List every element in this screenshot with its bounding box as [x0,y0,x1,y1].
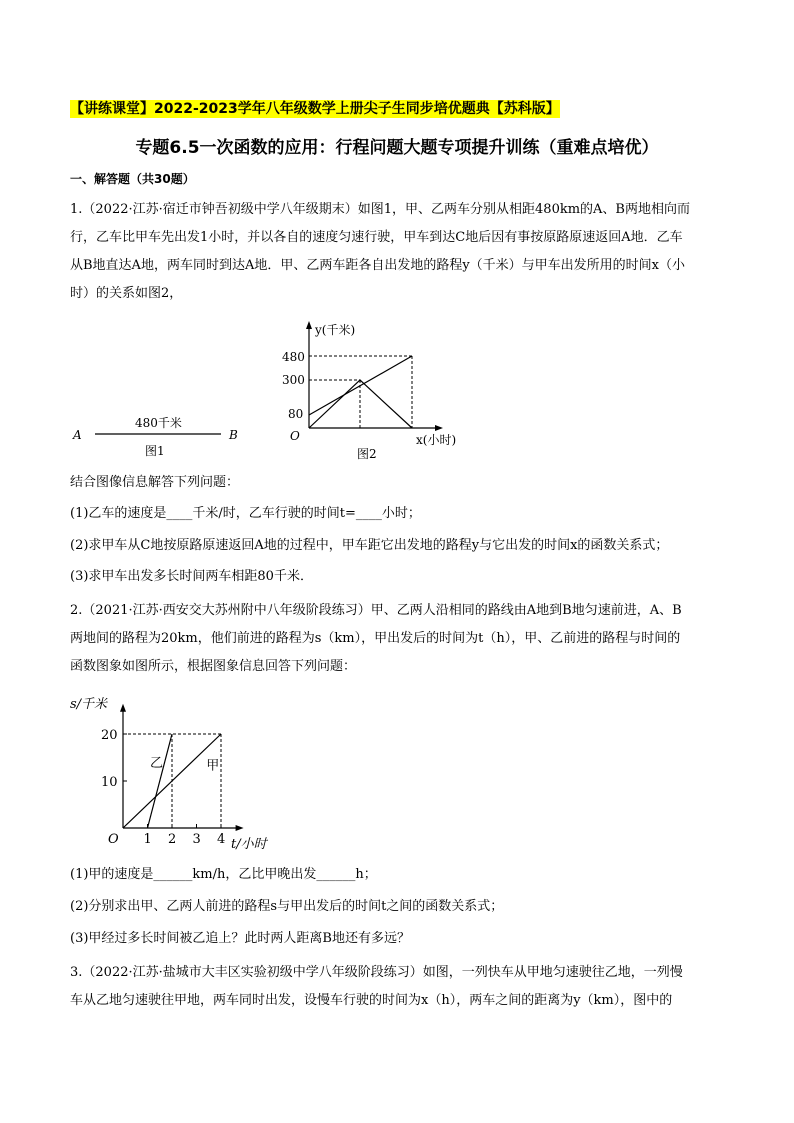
distance-label: 480千米 [135,416,182,430]
x-axis-arrow [435,425,443,431]
q2-sub-1: (1)甲的速度是______km/h，乙比甲晚出发______h； [70,867,377,882]
chart-ylabel: s/千米 [70,697,108,712]
page-title: 专题6.5一次函数的应用：行程问题大题专项提升训练（重难点培优） [135,138,659,158]
q2-line-3: 函数图象如图所示，根据图象信息回答下列问题： [70,659,357,674]
chart-series-label-yi: 乙 [149,755,163,771]
q1-line-3: 从B地直达A地，两车同时到达A地．甲、乙两车距各自出发地的路程y（千米）与甲车出发所用的时间x（小 [70,258,686,273]
y-axis-arrow [306,321,312,329]
chart-x-axis-arrow [236,825,244,831]
q2-chart [68,690,288,855]
figure-1-caption: 图1 [145,444,165,458]
figure-2 [278,318,468,463]
y-tick-80: 80 [288,407,304,421]
chart-y-tick-label: 10 [101,775,118,790]
chart-x-tick-label: 3 [192,832,201,847]
point-a-label: A [73,428,82,442]
chart-series-line-jia [123,734,221,828]
chart-series-line-yi [148,734,173,828]
chart-y-tick-label: 20 [101,728,118,743]
q1-sub-2: (2)求甲车从C地按原路原速返回A地的过程中，甲车距它出发地的路程y与它出发的时间x的函数关系式； [70,538,669,553]
figure-2-caption: 图2 [357,447,377,461]
q2-sub-3: (3)甲经过多长时间被乙追上？此时两人距离B地还有多远？ [70,931,410,946]
q3-line-1: 3.（2022·江苏·盐城市大丰区实验初级中学八年级阶段练习）如图，一列快车从甲地匀速驶往乙地，一列慢 [70,965,683,980]
chart-y-axis-arrow [120,704,126,712]
y-axis-label: y(千米) [315,323,356,337]
document-header: 【讲练课堂】2022-2023学年八年级数学上册尖子生同步培优题典【苏科版】 [70,101,560,117]
q1-sub-3: (3)求甲车出发多长时间两车相距80千米． [70,569,313,584]
point-b-label: B [229,428,238,442]
section-heading: 一、解答题（共30题） [70,172,195,186]
q1-sub-1: (1)乙车的速度是____千米/时，乙车行驶的时间t=____小时； [70,506,421,521]
q1-line-4: 时）的关系如图2， [70,286,183,301]
chart-x-tick-label: 2 [168,832,177,847]
chart-series-label-jia: 甲 [206,758,220,774]
chart-xlabel: t/小时 [231,837,267,852]
q3-line-2: 车从乙地匀速驶往甲地，两车同时出发，设慢车行驶的时间为x（h），两车之间的距离为y（km），图中的 [70,993,673,1008]
q2-line-1: 2.（2021·江苏·西安交大苏州附中八年级阶段练习）甲、乙两人沿相同的路线由A地到B地匀速前进，A、B [70,603,682,618]
x-axis-label: x(小时) [416,433,457,447]
origin-label: O [290,429,300,443]
figure-1 [65,405,255,460]
q1-line-2: 行，乙车比甲车先出发1小时，并以各自的速度匀速行驶，甲车到达C地后因有事按原路原速返回A地．乙车 [70,230,683,245]
q2-sub-2: (2)分别求出甲、乙两人前进的路程s与甲出发后的时间t之间的函数关系式； [70,899,504,914]
q1-prompt: 结合图像信息解答下列问题： [70,475,240,490]
q1-line-1: 1.（2022·江苏·宿迁市钟吾初级中学八年级期末）如图1，甲、乙两车分别从相距480km的A、B两地相向而 [70,202,690,217]
y-tick-480: 480 [282,350,305,364]
y-tick-300: 300 [282,373,305,387]
chart-x-tick-label: 1 [143,832,152,847]
q2-line-2: 两地间的路程为20km，他们前进的路程为s（km），甲出发后的时间为t（h），甲、乙前进的路程与时间的 [70,631,681,646]
chart-x-tick-label: 4 [217,832,226,847]
chart-origin-label: O [108,832,119,847]
